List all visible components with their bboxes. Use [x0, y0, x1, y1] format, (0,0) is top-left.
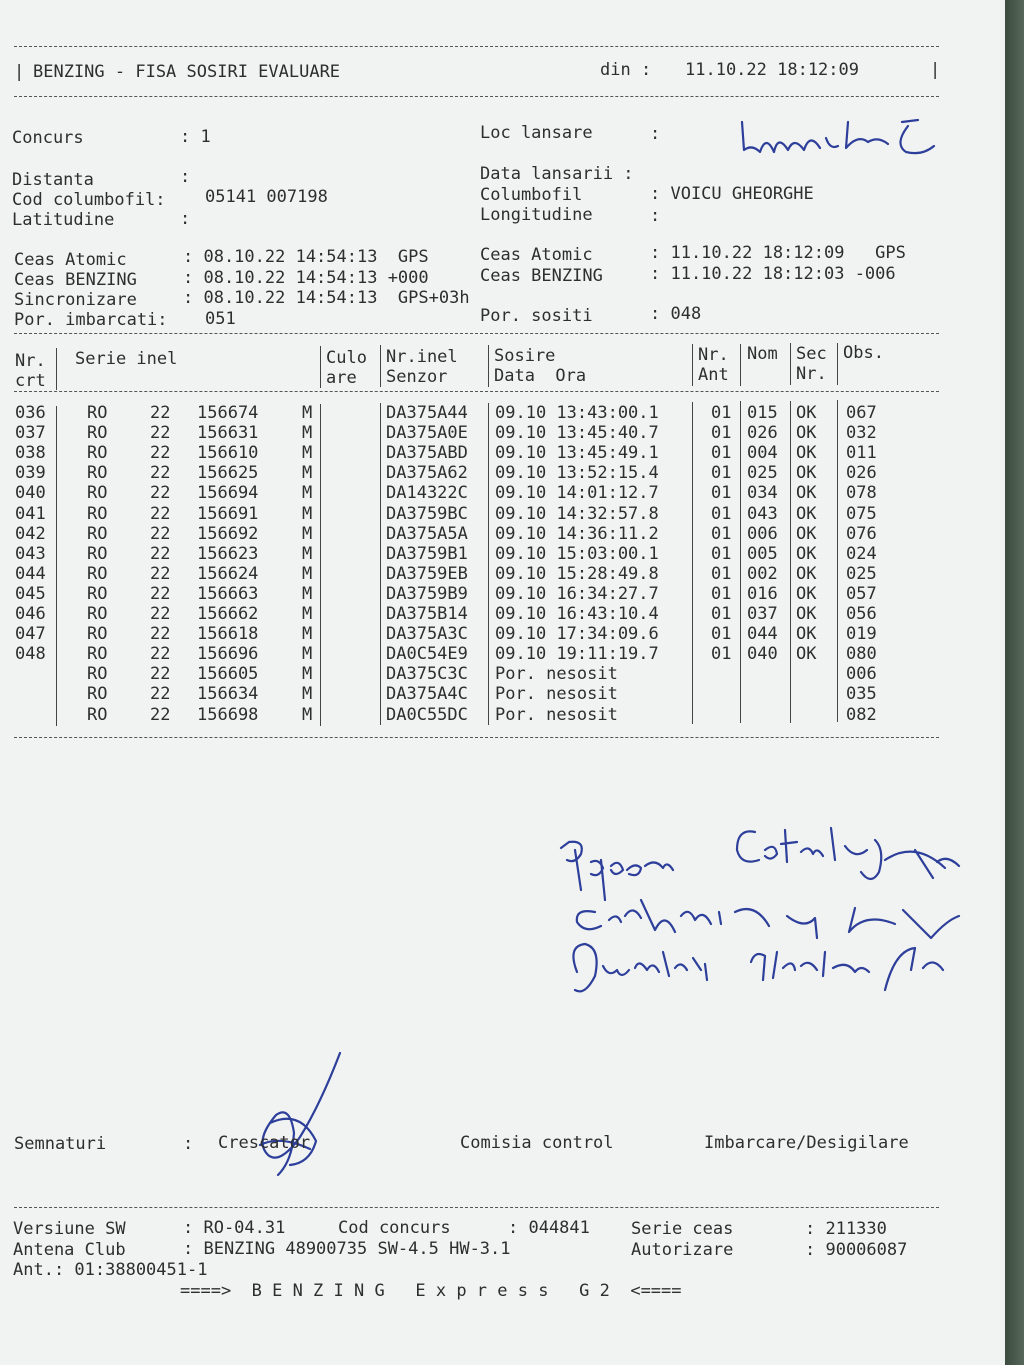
cell-ant: 01 [711, 463, 732, 484]
cell-sec: OK [796, 543, 817, 564]
date-value: 11.10.22 18:12:09 [685, 60, 859, 80]
latitudine-label: Latitudine [12, 210, 115, 230]
table-row [0, 604, 1005, 624]
versiune-sw-value: : RO-04.31 [183, 1218, 286, 1238]
col-header-are: are [326, 368, 357, 388]
cell-obs: 056 [846, 604, 877, 624]
table-row [0, 564, 1005, 584]
cell-crt: 038 [15, 443, 46, 464]
cell-crt: 045 [15, 583, 46, 604]
table-row [0, 684, 1005, 704]
cod-columbofil-label: Cod columbofil: [12, 190, 166, 210]
cell-obs: 076 [846, 523, 877, 544]
concurs-value: : 1 [180, 127, 211, 147]
header-pipe-left: | [14, 62, 25, 82]
cell-tara: RO [87, 403, 108, 423]
cell-ant: 01 [711, 423, 732, 444]
cell-tara: RO [87, 523, 108, 544]
cell-sex: M [302, 604, 313, 624]
cell-inel: 156625 [197, 463, 259, 484]
cell-ant: 01 [711, 403, 732, 423]
divider [14, 391, 939, 392]
table-row [0, 584, 1005, 604]
ceas-atomic-left-label: Ceas Atomic [14, 250, 127, 270]
loc-lansare-label: Loc lansare [480, 123, 593, 143]
cell-inel: 156631 [197, 423, 259, 444]
cell-inel: 156605 [197, 664, 259, 685]
cell-an: 22 [150, 624, 171, 645]
cell-sex: M [302, 684, 313, 705]
table-row [0, 705, 1005, 725]
cell-an: 22 [150, 704, 171, 725]
cell-crt: 041 [15, 503, 46, 524]
table-row [0, 624, 1005, 644]
cell-ant: 01 [711, 644, 732, 665]
semnaturi-label: Semnaturi [14, 1134, 107, 1154]
cell-sex: M [302, 624, 313, 645]
divider [14, 333, 939, 334]
cell-sosire: 09.10 13:43:00.1 [495, 403, 659, 423]
table-row [0, 463, 1005, 483]
table-row [0, 483, 1005, 503]
divider [14, 1207, 939, 1208]
cell-inel: 156634 [197, 684, 259, 705]
cell-sex: M [302, 664, 313, 685]
cell-nom: 025 [747, 463, 778, 484]
date-label: din : [600, 60, 652, 80]
cell-nom: 037 [747, 604, 778, 624]
cell-an: 22 [150, 604, 171, 624]
cell-nom: 034 [747, 483, 778, 504]
longitudine-label: Longitudine [480, 205, 593, 225]
cell-sex: M [302, 563, 313, 584]
cell-obs: 078 [846, 483, 877, 504]
table-row [0, 504, 1005, 524]
cell-obs: 026 [846, 463, 877, 484]
cell-inel: 156663 [197, 583, 259, 604]
table-row [0, 544, 1005, 564]
cell-an: 22 [150, 463, 171, 484]
cell-inel: 156694 [197, 483, 259, 504]
cell-crt: 044 [15, 563, 46, 584]
por-sositi-value: : 048 [650, 304, 702, 324]
cell-tara: RO [87, 503, 108, 524]
column-separator [837, 343, 838, 385]
cell-an: 22 [150, 664, 171, 685]
cell-tara: RO [87, 563, 108, 584]
cell-sex: M [302, 463, 313, 484]
semnaturi-colon: : [183, 1134, 194, 1154]
cell-tara: RO [87, 483, 108, 504]
cell-nom: 005 [747, 543, 778, 564]
cell-an: 22 [150, 503, 171, 524]
cod-concurs-value: : 044841 [508, 1218, 590, 1238]
distanta-colon: : [180, 167, 191, 187]
ceas-atomic-right-label: Ceas Atomic [480, 245, 593, 265]
header-pipe-right: | [930, 60, 941, 80]
serie-ceas-value: : 211330 [805, 1219, 887, 1239]
cell-tara: RO [87, 684, 108, 705]
cell-obs: 082 [846, 704, 877, 725]
cell-obs: 025 [846, 563, 877, 584]
cell-obs: 075 [846, 503, 877, 524]
cell-an: 22 [150, 583, 171, 604]
cell-sosire: Por. nesosit [495, 664, 618, 685]
cell-senzor: DA3759B9 [386, 583, 468, 604]
cell-inel: 156674 [197, 403, 259, 423]
col-header-data-ora: Data Ora [494, 366, 587, 386]
cell-tara: RO [87, 423, 108, 444]
cell-senzor: DA3759B1 [386, 543, 468, 564]
divider [14, 96, 939, 97]
handwritten-signatures [555, 820, 975, 1010]
cell-ant: 01 [711, 503, 732, 524]
longitudine-colon: : [650, 206, 661, 226]
autorizare-label: Autorizare [631, 1240, 734, 1260]
cell-sosire: 09.10 17:34:09.6 [495, 624, 659, 645]
cell-senzor: DA375A5A [386, 523, 468, 544]
col-header-nom: Nom [747, 344, 778, 364]
cell-sec: OK [796, 604, 817, 624]
antena-club-value: : BENZING 48900735 SW-4.5 HW-3.1 [183, 1239, 511, 1259]
column-separator [320, 346, 321, 388]
cell-an: 22 [150, 523, 171, 544]
column-separator [488, 345, 489, 387]
table-row [0, 403, 1005, 423]
crescator-signature [240, 1045, 360, 1185]
cell-tara: RO [87, 604, 108, 624]
col-header-culo: Culo [326, 348, 367, 368]
col-header-obs: Obs. [843, 343, 884, 363]
cell-sex: M [302, 543, 313, 564]
cell-senzor: DA375A4C [386, 684, 468, 705]
table-row [0, 644, 1005, 664]
cell-sex: M [302, 403, 313, 423]
cell-obs: 035 [846, 684, 877, 705]
cell-crt: 040 [15, 483, 46, 504]
cell-ant: 01 [711, 483, 732, 504]
cell-inel: 156623 [197, 543, 259, 564]
cell-inel: 156624 [197, 563, 259, 584]
cell-an: 22 [150, 543, 171, 564]
cell-ant: 01 [711, 443, 732, 464]
cell-sosire: 09.10 15:03:00.1 [495, 543, 659, 564]
cell-sec: OK [796, 463, 817, 484]
cell-senzor: DA375A44 [386, 403, 468, 423]
cell-crt: 043 [15, 543, 46, 564]
cell-sex: M [302, 704, 313, 725]
sincronizare-value: : 08.10.22 14:54:13 GPS+03h [183, 288, 470, 308]
cell-senzor: DA375A3C [386, 624, 468, 645]
cell-ant: 01 [711, 624, 732, 645]
cell-nom: 015 [747, 403, 778, 423]
cell-sosire: Por. nesosit [495, 704, 618, 725]
cell-senzor: DA14322C [386, 483, 468, 504]
cell-ant: 01 [711, 583, 732, 604]
col-header-nr-ant: Nr. [698, 345, 729, 365]
cell-obs: 006 [846, 664, 877, 685]
cell-ant: 01 [711, 523, 732, 544]
cell-inel: 156698 [197, 704, 259, 725]
cell-tara: RO [87, 543, 108, 564]
loc-lansare-colon: : [650, 124, 661, 144]
cell-sec: OK [796, 644, 817, 665]
cell-sosire: 09.10 14:01:12.7 [495, 483, 659, 504]
cell-nom: 004 [747, 443, 778, 464]
cell-obs: 067 [846, 403, 877, 423]
col-header-nr-inel: Nr.inel [386, 347, 458, 367]
cell-ant: 01 [711, 604, 732, 624]
data-lansarii-label: Data lansarii : [480, 164, 634, 184]
loc-lansare-handwritten [730, 112, 960, 164]
cell-inel: 156662 [197, 604, 259, 624]
col-header-crt: crt [15, 371, 46, 391]
divider [14, 737, 939, 738]
col-header-senzor: Senzor [386, 367, 448, 387]
ceas-atomic-right-value: : 11.10.22 18:12:09 GPS [650, 243, 906, 263]
ceas-benzing-left-value: : 08.10.22 14:54:13 +000 [183, 268, 429, 288]
cell-senzor: DA0C55DC [386, 704, 468, 725]
cell-an: 22 [150, 644, 171, 665]
por-imbarcati-label: Por. imbarcati: [14, 310, 168, 330]
cell-nom: 026 [747, 423, 778, 444]
cell-an: 22 [150, 483, 171, 504]
divider [14, 46, 939, 47]
cell-sec: OK [796, 563, 817, 584]
cell-sosire: Por. nesosit [495, 684, 618, 705]
cell-obs: 057 [846, 583, 877, 604]
cell-sex: M [302, 583, 313, 604]
cell-inel: 156692 [197, 523, 259, 544]
cod-columbofil-value: 05141 007198 [205, 187, 328, 207]
cell-nom: 044 [747, 624, 778, 645]
cell-sosire: 09.10 13:45:40.7 [495, 423, 659, 444]
cell-inel: 156691 [197, 503, 259, 524]
crescator-label: Crescator [218, 1133, 311, 1153]
cell-an: 22 [150, 563, 171, 584]
cell-sosire: 09.10 13:45:49.1 [495, 443, 659, 464]
cell-nom: 006 [747, 523, 778, 544]
sincronizare-label: Sincronizare [14, 290, 137, 310]
col-header-nr: Nr. [15, 351, 46, 371]
cell-sosire: 09.10 14:36:11.2 [495, 523, 659, 544]
cell-senzor: DA375A0E [386, 423, 468, 444]
cell-sec: OK [796, 624, 817, 645]
columbofil-label: Columbofil [480, 185, 583, 205]
cell-nom: 002 [747, 563, 778, 584]
cell-obs: 032 [846, 423, 877, 444]
distanta-label: Distanta [12, 170, 94, 190]
cell-sosire: 09.10 14:32:57.8 [495, 503, 659, 524]
cell-senzor: DA375C3C [386, 664, 468, 685]
cod-concurs-label: Cod concurs [338, 1218, 451, 1238]
cell-crt: 047 [15, 624, 46, 645]
cell-an: 22 [150, 423, 171, 444]
cell-sec: OK [796, 403, 817, 423]
concurs-label: Concurs [12, 128, 84, 148]
latitudine-colon: : [180, 209, 191, 229]
cell-crt: 037 [15, 423, 46, 444]
cell-obs: 024 [846, 543, 877, 564]
comisia-control-label: Comisia control [460, 1133, 614, 1153]
imbarcare-desigilare-label: Imbarcare/Desigilare [704, 1133, 909, 1153]
cell-sec: OK [796, 503, 817, 524]
benzing-express-brand: ====> B E N Z I N G E x p r e s s G 2 <==== [180, 1281, 682, 1301]
cell-senzor: DA375A62 [386, 463, 468, 484]
cell-inel: 156618 [197, 624, 259, 645]
cell-senzor: DA3759EB [386, 563, 468, 584]
cell-sex: M [302, 523, 313, 544]
cell-sec: OK [796, 583, 817, 604]
table-row [0, 664, 1005, 684]
column-separator [692, 344, 693, 386]
cell-nom: 043 [747, 503, 778, 524]
cell-crt: 039 [15, 463, 46, 484]
cell-tara: RO [87, 624, 108, 645]
cell-sosire: 09.10 16:43:10.4 [495, 604, 659, 624]
cell-senzor: DA375B14 [386, 604, 468, 624]
antena-club-label: Antena Club [13, 1240, 126, 1260]
cell-sex: M [302, 503, 313, 524]
cell-crt: 042 [15, 523, 46, 544]
cell-senzor: DA0C54E9 [386, 644, 468, 665]
ceas-benzing-right-value: : 11.10.22 18:12:03 -006 [650, 264, 896, 284]
cell-inel: 156610 [197, 443, 259, 464]
col-header-ant: Ant [698, 365, 729, 385]
col-header-sec-nr: Nr. [796, 364, 827, 384]
cell-inel: 156696 [197, 644, 259, 665]
cell-sex: M [302, 423, 313, 444]
cell-tara: RO [87, 704, 108, 725]
cell-sex: M [302, 443, 313, 464]
column-separator [740, 344, 741, 386]
cell-nom: 040 [747, 644, 778, 665]
ceas-benzing-left-label: Ceas BENZING [14, 270, 137, 290]
column-separator [790, 343, 791, 385]
antenna-id: Ant.: 01:38800451-1 [13, 1260, 208, 1280]
cell-sec: OK [796, 523, 817, 544]
cell-obs: 080 [846, 644, 877, 665]
col-header-serie-inel: Serie inel [75, 349, 178, 369]
cell-an: 22 [150, 403, 171, 423]
ceas-atomic-left-value: : 08.10.22 14:54:13 GPS [183, 247, 429, 267]
autorizare-value: : 90006087 [805, 1240, 908, 1260]
ceas-benzing-right-label: Ceas BENZING [480, 266, 603, 286]
cell-sec: OK [796, 483, 817, 504]
cell-tara: RO [87, 583, 108, 604]
background-surface [1005, 0, 1024, 1365]
table-row [0, 423, 1005, 443]
cell-sosire: 09.10 13:52:15.4 [495, 463, 659, 484]
cell-tara: RO [87, 664, 108, 685]
columbofil-value: : VOICU GHEORGHE [650, 184, 814, 204]
cell-tara: RO [87, 644, 108, 665]
cell-ant: 01 [711, 543, 732, 564]
cell-sex: M [302, 644, 313, 665]
cell-an: 22 [150, 443, 171, 464]
cell-obs: 011 [846, 443, 877, 464]
cell-sec: OK [796, 443, 817, 464]
cell-senzor: DA3759BC [386, 503, 468, 524]
por-imbarcati-value: 051 [205, 309, 236, 329]
cell-nom: 016 [747, 583, 778, 604]
cell-sosire: 09.10 15:28:49.8 [495, 563, 659, 584]
table-row [0, 443, 1005, 463]
cell-sosire: 09.10 19:11:19.7 [495, 644, 659, 665]
page-title: BENZING - FISA SOSIRI EVALUARE [33, 62, 341, 82]
cell-crt: 048 [15, 644, 46, 665]
column-separator [380, 345, 381, 387]
cell-sosire: 09.10 16:34:27.7 [495, 583, 659, 604]
cell-crt: 036 [15, 403, 46, 423]
table-row [0, 524, 1005, 544]
cell-senzor: DA375ABD [386, 443, 468, 464]
cell-tara: RO [87, 463, 108, 484]
cell-sex: M [302, 483, 313, 504]
cell-obs: 019 [846, 624, 877, 645]
cell-ant: 01 [711, 563, 732, 584]
col-header-sec: Sec [796, 344, 827, 364]
por-sositi-label: Por. sositi [480, 306, 593, 326]
serie-ceas-label: Serie ceas [631, 1219, 734, 1239]
cell-an: 22 [150, 684, 171, 705]
versiune-sw-label: Versiune SW [13, 1219, 126, 1239]
cell-tara: RO [87, 443, 108, 464]
col-header-sosire: Sosire [494, 346, 556, 366]
cell-crt: 046 [15, 604, 46, 624]
column-separator [56, 348, 57, 390]
cell-sec: OK [796, 423, 817, 444]
